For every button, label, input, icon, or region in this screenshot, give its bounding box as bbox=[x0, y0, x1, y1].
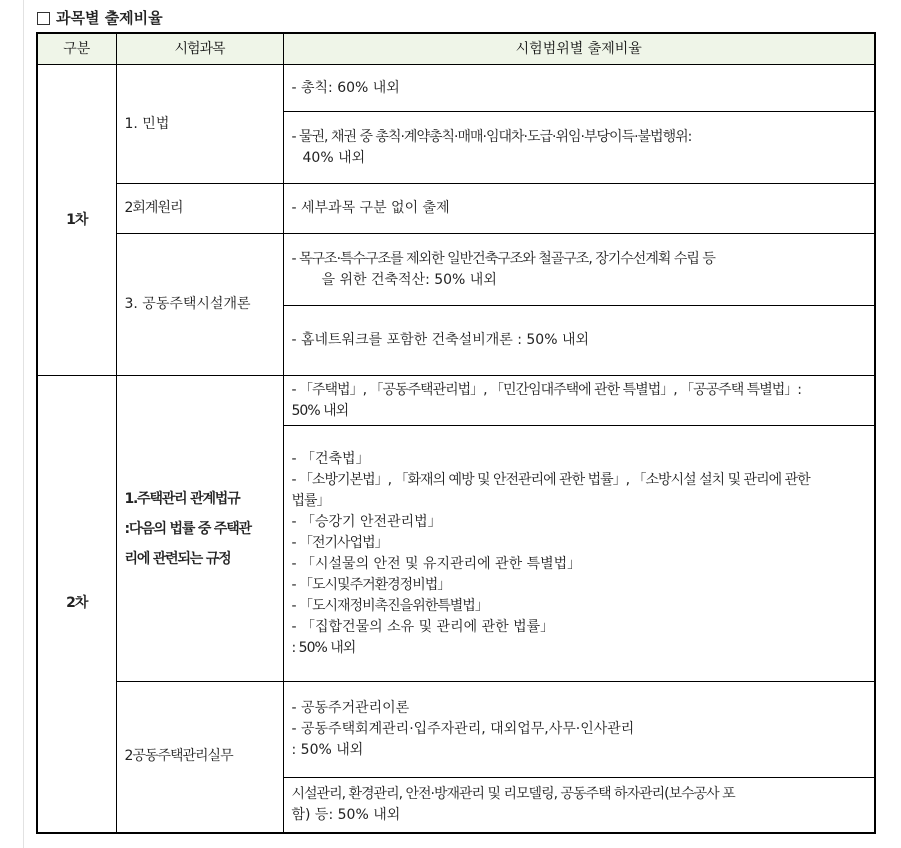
range-cell bbox=[283, 234, 875, 306]
range-line: - 「도시재정비촉진을위한특별법」 bbox=[291, 597, 488, 614]
range-line: - 「전기사업법」 bbox=[291, 534, 388, 551]
range-cell bbox=[283, 426, 875, 682]
range-line: 40% 내외 bbox=[302, 149, 366, 166]
range-line: - 「도시및주거환경정비법」 bbox=[291, 576, 451, 593]
subject-accounting: 2회계원리 bbox=[116, 184, 283, 234]
range-line: - 목구조·특수구조를 제외한 일반건축구조와 철골구조, 장기수선계획 수립 등 bbox=[291, 250, 715, 267]
range-line: - 「건축법」 bbox=[291, 450, 370, 467]
range-line: - 공동주택회계관리·입주자관리, 대외업무,사무·인사관리 bbox=[291, 721, 635, 737]
range-cell bbox=[283, 65, 875, 112]
table-row bbox=[37, 65, 875, 112]
subject-line: :다음의 법률 중 주택관 bbox=[124, 520, 251, 537]
range-cell bbox=[283, 184, 875, 234]
header-round: 구분 bbox=[37, 33, 116, 65]
range-line: : 50% 내외 bbox=[291, 639, 356, 656]
range-line: 함) 등: 50% 내외 bbox=[291, 806, 401, 823]
table-row bbox=[37, 376, 875, 426]
range-line: 50% 내외 bbox=[291, 402, 349, 419]
section-title bbox=[37, 7, 163, 29]
range-cell bbox=[283, 306, 875, 376]
exam-ratio-table bbox=[36, 32, 876, 834]
range-cell bbox=[283, 682, 875, 778]
subject-line: 1.주택관리 관계법규 bbox=[124, 490, 240, 507]
subject-civil-law: 1. 민법 bbox=[116, 65, 283, 184]
range-line: - 「주택법」, 「공동주택관리법」, 「민간임대주택에 관한 특별법」, 「공공주택 특별법」: bbox=[291, 381, 801, 398]
header-subject: 시험과목 bbox=[116, 33, 283, 65]
range-line: 시설관리, 환경관리, 안전·방재관리 및 리모델링, 공동주택 하자관리(보수공사 포 bbox=[291, 785, 735, 802]
table-header-row bbox=[37, 33, 875, 65]
range-line: - 공동주거관리이론 bbox=[291, 700, 410, 716]
subject-housing-practice: 2공동주택관리실무 bbox=[116, 682, 283, 833]
table-row bbox=[37, 234, 875, 306]
range-line: - 「소방기본법」, 「화재의 예방 및 안전관리에 관한 법률」, 「소방시설 설치 및 관리에 관한 bbox=[291, 471, 810, 488]
range-cell bbox=[283, 376, 875, 426]
range-cell bbox=[283, 112, 875, 184]
empty-square-icon bbox=[37, 12, 50, 25]
range-line: - 총칙: 60% 내외 bbox=[291, 79, 400, 96]
subject-housing-facilities: 3. 공동주택시설개론 bbox=[116, 234, 283, 376]
subject-housing-law bbox=[116, 376, 283, 682]
round-2-label: 2차 bbox=[37, 376, 116, 833]
page-left-rule bbox=[23, 0, 24, 848]
section-title-text: 과목별 출제비율 bbox=[56, 9, 163, 27]
range-line: 을 위한 건축적산: 50% 내외 bbox=[321, 271, 497, 288]
table-row bbox=[37, 184, 875, 234]
range-line: - 「시설물의 안전 및 유지관리에 관한 특별법」 bbox=[291, 555, 582, 572]
range-line: : 50% 내외 bbox=[291, 742, 364, 758]
range-line: 법률」 bbox=[291, 492, 330, 509]
range-line: - 「승강기 안전관리법」 bbox=[291, 513, 442, 530]
range-line: - 세부과목 구분 없이 출제 bbox=[291, 200, 450, 216]
range-line: - 물권, 채권 중 총칙·계약총칙·매매·임대차·도급·위임·부당이득·불법행위: bbox=[291, 128, 692, 145]
table-row bbox=[37, 682, 875, 778]
range-line: - 홈네트워크를 포함한 건축설비개론 : 50% 내외 bbox=[291, 332, 589, 348]
range-line: - 「집합건물의 소유 및 관리에 관한 법률」 bbox=[291, 618, 555, 635]
subject-line: 리에 관련되는 규정 bbox=[124, 550, 231, 567]
range-cell bbox=[283, 778, 875, 833]
round-1-label: 1차 bbox=[37, 65, 116, 376]
header-range: 시험범위별 출제비율 bbox=[283, 33, 875, 65]
